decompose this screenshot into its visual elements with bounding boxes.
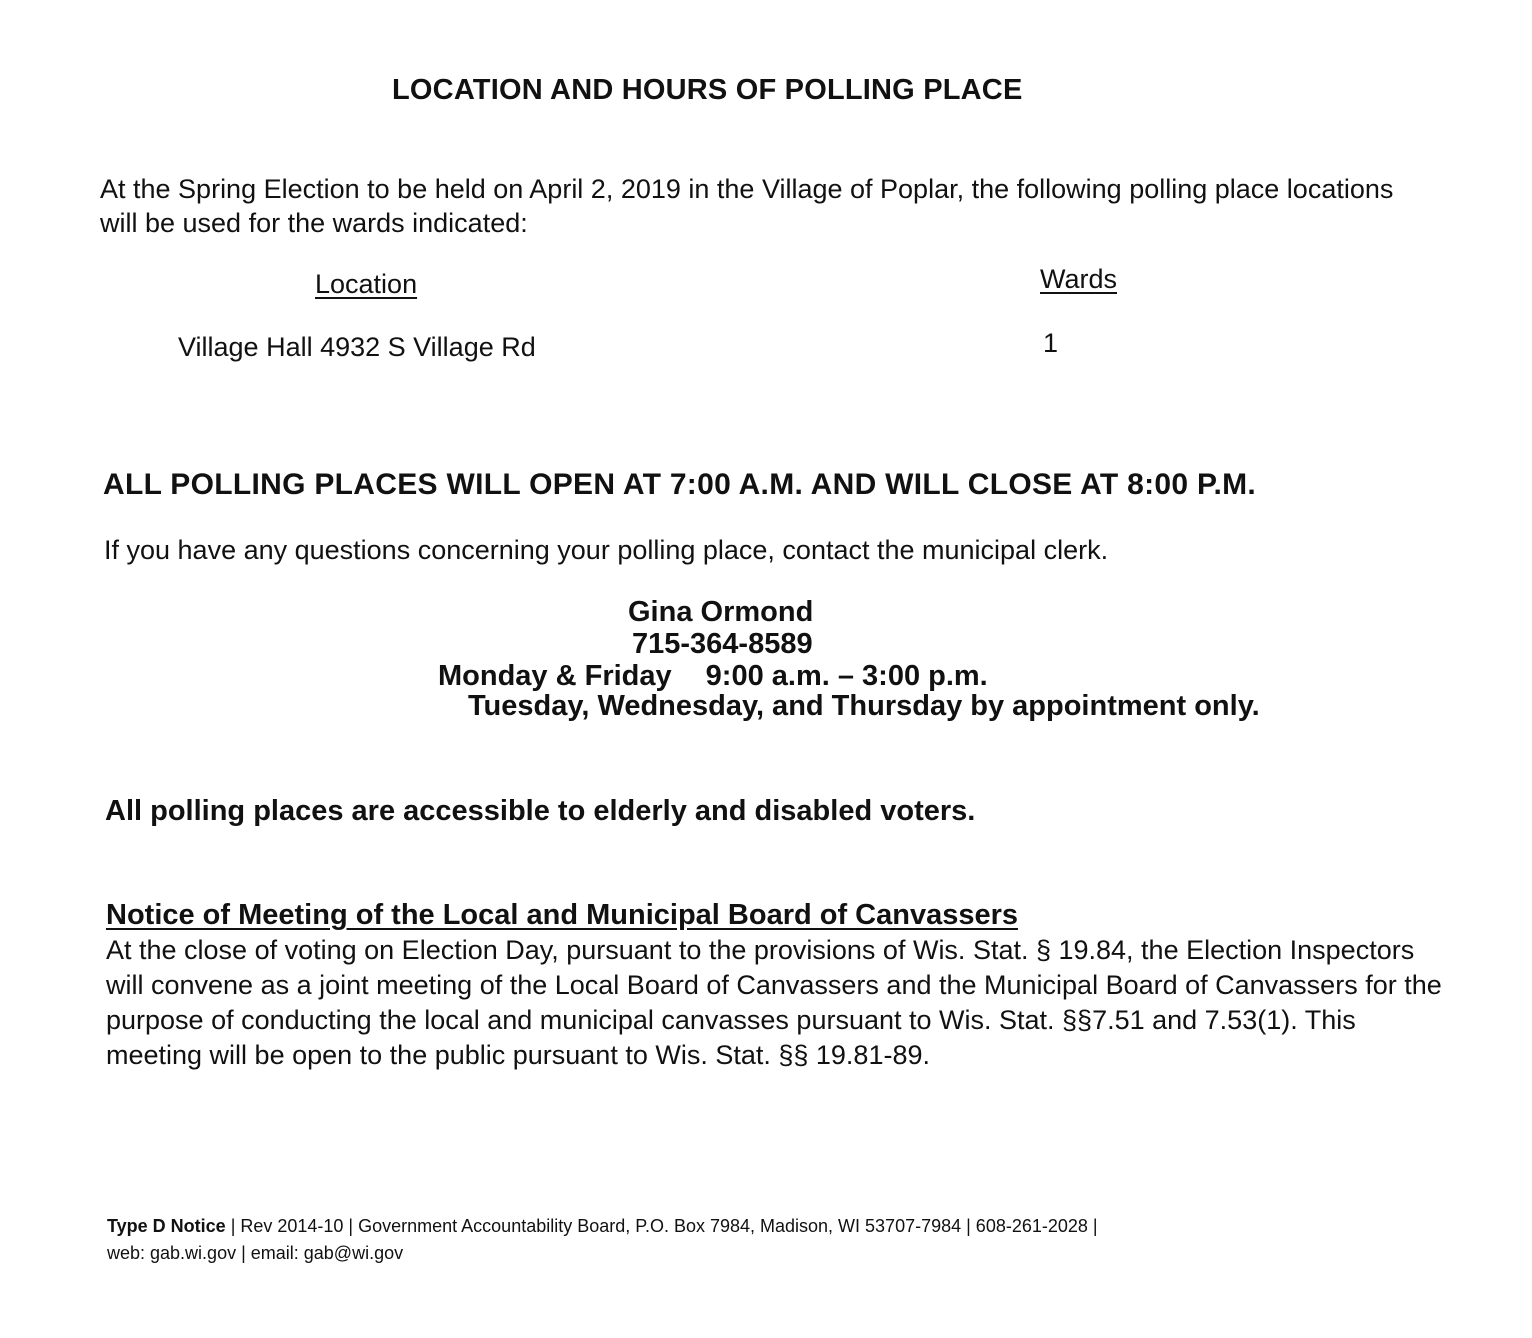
clerk-office-hours: [438, 660, 988, 693]
footer-type-label: Type D Notice: [107, 1216, 226, 1236]
footer-line1: | Rev 2014-10 | Government Accountability Board, P.O. Box 7984, Madison, WI 53707-7984 | 608-261-2028 |: [225, 1216, 1098, 1236]
notice-heading: Notice of Meeting of the Local and Municipal Board of Canvassers: [106, 899, 1019, 931]
footer-line2: web: gab.wi.gov | email: gab@wi.gov: [107, 1243, 404, 1263]
page-title: LOCATION AND HOURS OF POLLING PLACE: [392, 74, 1023, 106]
clerk-phone: 715-364-8589: [632, 628, 813, 660]
wards-column-header: Wards: [1040, 264, 1118, 294]
clerk-time: 9:00 a.m. – 3:00 p.m.: [705, 660, 988, 692]
clerk-name: Gina Ormond: [628, 596, 814, 628]
accessibility-statement: All polling places are accessible to elderly and disabled voters.: [105, 795, 976, 827]
footer: [107, 1213, 1327, 1267]
clerk-appointment: Tuesday, Wednesday, and Thursday by appointment only.: [468, 690, 1260, 722]
ward-value: 1: [1043, 328, 1059, 358]
location-value: Village Hall 4932 S Village Rd: [178, 332, 536, 362]
hours-notice: ALL POLLING PLACES WILL OPEN AT 7:00 A.M. AND WILL CLOSE AT 8:00 P.M.: [103, 468, 1257, 501]
notice-body: At the close of voting on Election Day, pursuant to the provisions of Wis. Stat. § 19.84, the Election Inspectors will convene as a joint meeting of the Local Board of Canvassers and the Municipal Board of Canvassers for the purpose of conducting the local and municipal canvasses pursuant to Wis. Stat. §§7.51 and 7.53(1). This meeting will be open to the public pursuant to Wis. Stat. §§ 19.81-89.: [106, 935, 1442, 1070]
intro-paragraph: At the Spring Election to be held on April 2, 2019 in the Village of Poplar, the following polling place locations will be used for the wards indicated:: [100, 174, 1394, 238]
clerk-days: Monday & Friday: [438, 660, 672, 692]
location-column-header: Location: [315, 269, 418, 299]
questions-text: If you have any questions concerning your polling place, contact the municipal clerk.: [104, 535, 1109, 565]
